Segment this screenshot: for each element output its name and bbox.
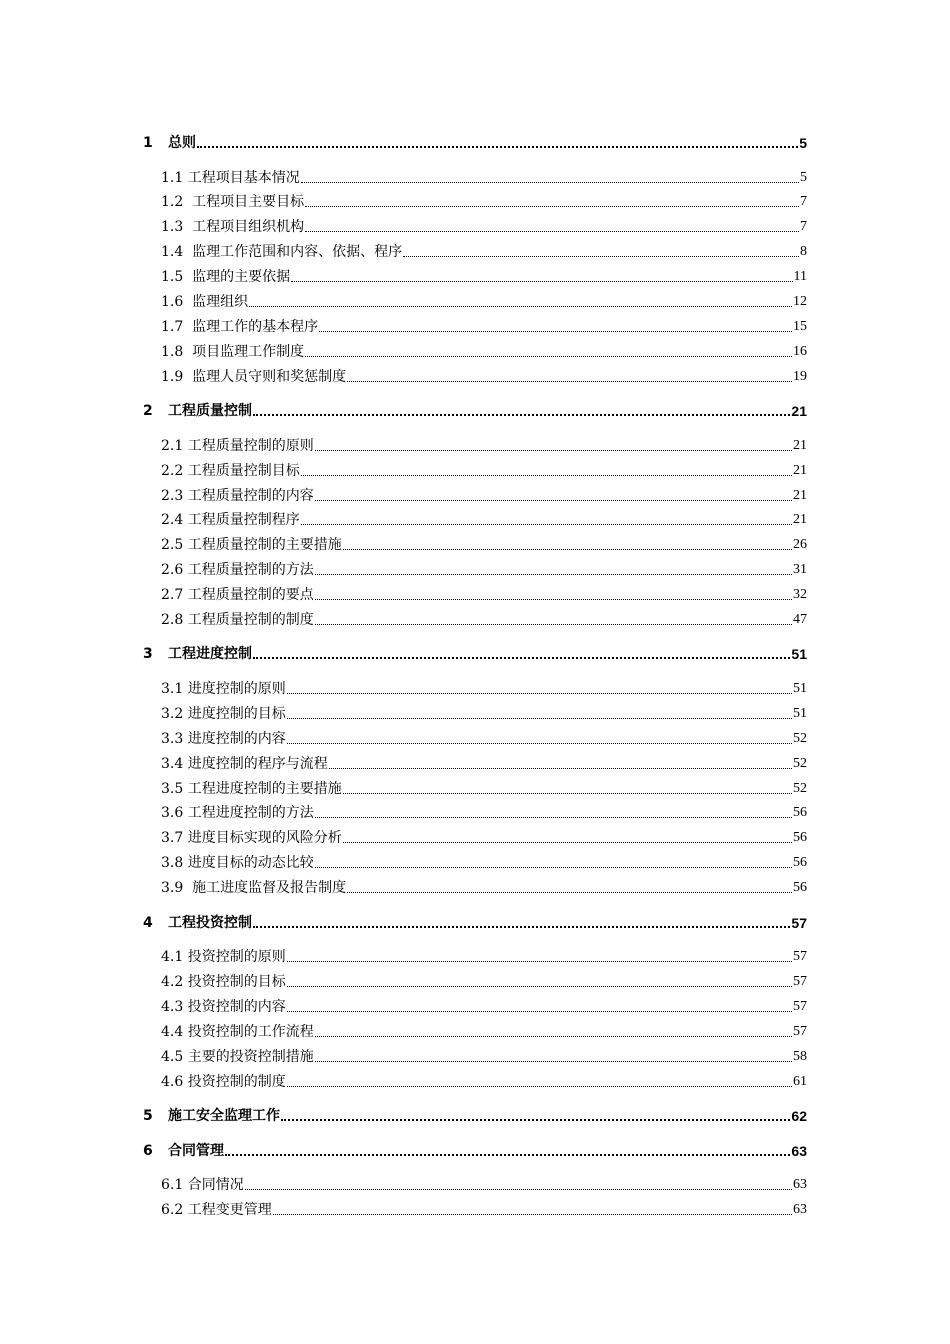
toc-page-number: 63 bbox=[793, 1177, 807, 1192]
toc-dot-leader bbox=[253, 656, 790, 659]
toc-dot-leader bbox=[291, 280, 792, 282]
toc-entry-title: 总则 bbox=[168, 135, 196, 151]
toc-entry-title: 监理工作的基本程序 bbox=[192, 319, 319, 335]
toc-section-entry[interactable] bbox=[143, 431, 807, 455]
toc-entry-number: 6.1 bbox=[161, 1177, 188, 1193]
toc-page-number: 51 bbox=[791, 646, 807, 662]
toc-page-number: 51 bbox=[793, 681, 807, 696]
toc-section-entry[interactable] bbox=[143, 774, 807, 798]
toc-section-entry[interactable] bbox=[143, 530, 807, 554]
toc-entry-number: 2.8 bbox=[161, 612, 188, 628]
toc-entry-number: 1.8 bbox=[161, 344, 193, 360]
toc-dot-leader bbox=[315, 598, 792, 600]
toc-section-entry[interactable] bbox=[143, 212, 807, 236]
toc-dot-leader bbox=[347, 891, 792, 893]
toc-dot-leader bbox=[287, 1085, 792, 1087]
toc-entry-title: 工程质量控制目标 bbox=[187, 463, 300, 479]
toc-entry-title: 监理工作范围和内容、依据、程序 bbox=[192, 244, 403, 260]
toc-entry-number: 4.3 bbox=[161, 999, 188, 1015]
toc-entry-title: 工程质量控制的主要措施 bbox=[187, 537, 342, 553]
toc-page-number: 15 bbox=[793, 319, 807, 334]
toc-entry-number: 1.9 bbox=[161, 369, 193, 385]
toc-entry-title: 工程质量控制的要点 bbox=[187, 587, 314, 603]
toc-section-entry[interactable] bbox=[143, 1195, 807, 1219]
toc-dot-leader bbox=[287, 692, 792, 694]
toc-entry-title: 工程变更管理 bbox=[187, 1202, 272, 1218]
toc-section-entry[interactable] bbox=[143, 1170, 807, 1194]
toc-entry-number: 4.4 bbox=[161, 1024, 188, 1040]
toc-section-entry[interactable] bbox=[143, 848, 807, 872]
toc-page-number: 57 bbox=[793, 949, 807, 964]
toc-entry-title: 工程质量控制程序 bbox=[187, 512, 300, 528]
toc-dot-leader bbox=[287, 742, 792, 744]
toc-dot-leader bbox=[301, 523, 792, 525]
toc-entry-number: 3.9 bbox=[161, 880, 193, 896]
toc-dot-leader bbox=[253, 925, 790, 928]
toc-entry-number: 6.2 bbox=[161, 1202, 188, 1218]
toc-entry-title: 工程质量控制的制度 bbox=[187, 612, 314, 628]
toc-entry-number: 4.1 bbox=[161, 949, 188, 965]
toc-entry-title: 监理人员守则和奖惩制度 bbox=[192, 369, 347, 385]
toc-section-entry[interactable] bbox=[143, 674, 807, 698]
toc-dot-leader bbox=[315, 1060, 792, 1062]
toc-section-entry[interactable] bbox=[143, 163, 807, 187]
toc-page-number: 52 bbox=[793, 756, 807, 771]
toc-entry-number: 2.2 bbox=[161, 463, 188, 479]
toc-section-entry[interactable] bbox=[143, 312, 807, 336]
toc-section-entry[interactable] bbox=[143, 699, 807, 723]
toc-entry-number: 1.7 bbox=[161, 319, 193, 335]
toc-dot-leader bbox=[249, 305, 792, 307]
toc-entry-number: 2.6 bbox=[161, 562, 188, 578]
toc-entry-title: 主要的投资控制措施 bbox=[187, 1049, 314, 1065]
toc-dot-leader bbox=[305, 355, 792, 357]
toc-section-entry[interactable] bbox=[143, 481, 807, 505]
toc-entry-title: 工程质量控制的原则 bbox=[187, 438, 314, 454]
toc-entry-title: 工程项目基本情况 bbox=[187, 170, 300, 186]
toc-entry-title: 投资控制的制度 bbox=[187, 1074, 286, 1090]
toc-page-number: 7 bbox=[800, 194, 807, 209]
toc-dot-leader bbox=[315, 623, 792, 625]
toc-entry-title: 工程质量控制的方法 bbox=[187, 562, 314, 578]
toc-entry-title: 工程质量控制 bbox=[168, 403, 252, 419]
toc-chapter-entry[interactable] bbox=[143, 1101, 807, 1125]
toc-entry-number: 3.1 bbox=[161, 681, 188, 697]
toc-dot-leader bbox=[343, 548, 792, 550]
toc-page-number: 52 bbox=[793, 781, 807, 796]
toc-entry-title: 进度控制的原则 bbox=[187, 681, 286, 697]
toc-entry-title: 工程进度控制的主要措施 bbox=[187, 781, 342, 797]
toc-page-number: 11 bbox=[793, 269, 807, 284]
toc-dot-leader bbox=[287, 985, 792, 987]
toc-entry-number: 3 bbox=[143, 646, 153, 662]
toc-entry-title: 施工安全监理工作 bbox=[168, 1108, 280, 1124]
toc-section-entry[interactable] bbox=[143, 456, 807, 480]
toc-chapter-entry[interactable] bbox=[143, 908, 807, 932]
toc-dot-leader bbox=[343, 792, 792, 794]
toc-entry-number: 2.1 bbox=[161, 438, 188, 454]
toc-section-entry[interactable] bbox=[143, 580, 807, 604]
toc-entry-number: 2 bbox=[143, 403, 153, 419]
toc-section-entry[interactable] bbox=[143, 798, 807, 822]
toc-section-entry[interactable] bbox=[143, 287, 807, 311]
toc-section-entry[interactable] bbox=[143, 362, 807, 386]
toc-entry-title: 工程项目主要目标 bbox=[192, 194, 305, 210]
toc-entry-number: 1.6 bbox=[161, 294, 193, 310]
toc-entry-number: 3.6 bbox=[161, 805, 188, 821]
toc-entry-number: 3.4 bbox=[161, 756, 188, 772]
toc-entry-title: 工程进度控制的方法 bbox=[187, 805, 314, 821]
toc-entry-title: 投资控制的原则 bbox=[187, 949, 286, 965]
toc-section-entry[interactable] bbox=[143, 555, 807, 579]
toc-dot-leader bbox=[253, 413, 790, 416]
toc-section-entry[interactable] bbox=[143, 724, 807, 748]
toc-entry-title: 施工进度监督及报告制度 bbox=[192, 880, 347, 896]
toc-entry-title: 合同情况 bbox=[187, 1177, 244, 1193]
toc-page-number: 31 bbox=[793, 562, 807, 577]
toc-entry-number: 1.4 bbox=[161, 244, 193, 260]
toc-entry-title: 进度目标实现的风险分析 bbox=[187, 830, 342, 846]
toc-dot-leader bbox=[301, 474, 792, 476]
toc-entry-number: 5 bbox=[143, 1108, 153, 1124]
toc-chapter-entry[interactable] bbox=[143, 1136, 807, 1160]
toc-section-entry[interactable] bbox=[143, 823, 807, 847]
toc-page-number: 21 bbox=[793, 512, 807, 527]
toc-section-entry[interactable] bbox=[143, 967, 807, 991]
toc-page-number: 57 bbox=[793, 1024, 807, 1039]
toc-entry-number: 2.7 bbox=[161, 587, 188, 603]
toc-entry-title: 进度控制的内容 bbox=[187, 731, 286, 747]
toc-page-number: 21 bbox=[791, 403, 807, 419]
toc-page-number: 51 bbox=[793, 706, 807, 721]
toc-entry-title: 进度控制的程序与流程 bbox=[187, 756, 328, 772]
toc-page-number: 61 bbox=[793, 1074, 807, 1089]
toc-dot-leader bbox=[225, 1153, 790, 1156]
toc-dot-leader bbox=[315, 499, 792, 501]
toc-page-number: 47 bbox=[793, 612, 807, 627]
toc-entry-number: 1.5 bbox=[161, 269, 193, 285]
toc-section-entry[interactable] bbox=[143, 1017, 807, 1041]
toc-entry-title: 投资控制的内容 bbox=[187, 999, 286, 1015]
toc-entry-number: 4 bbox=[143, 915, 153, 931]
toc-section-entry[interactable] bbox=[143, 505, 807, 529]
toc-entry-title: 合同管理 bbox=[168, 1143, 224, 1159]
toc-page-number: 5 bbox=[799, 135, 807, 151]
toc-entry-number: 1.3 bbox=[161, 219, 193, 235]
toc-dot-leader bbox=[329, 767, 792, 769]
toc-entry-number: 3.5 bbox=[161, 781, 188, 797]
toc-entry-number: 1 bbox=[143, 135, 153, 151]
toc-entry-number: 1.1 bbox=[161, 170, 188, 186]
toc-dot-leader bbox=[305, 205, 799, 207]
toc-entry-title: 投资控制的目标 bbox=[187, 974, 286, 990]
toc-dot-leader bbox=[273, 1213, 792, 1215]
toc-dot-leader bbox=[287, 1010, 792, 1012]
toc-entry-number: 4.5 bbox=[161, 1049, 188, 1065]
toc-entry-title: 进度目标的动态比较 bbox=[187, 855, 314, 871]
toc-page-number: 57 bbox=[793, 974, 807, 989]
toc-entry-number: 1.2 bbox=[161, 194, 193, 210]
toc-page-number: 12 bbox=[793, 294, 807, 309]
toc-page-number: 57 bbox=[793, 999, 807, 1014]
toc-dot-leader bbox=[281, 1118, 790, 1121]
toc-entry-number: 4.6 bbox=[161, 1074, 188, 1090]
toc-section-entry[interactable] bbox=[143, 873, 807, 897]
toc-section-entry[interactable] bbox=[143, 237, 807, 261]
toc-page-number: 21 bbox=[793, 438, 807, 453]
toc-page-number: 57 bbox=[791, 915, 807, 931]
toc-page-number: 8 bbox=[800, 244, 807, 259]
toc-dot-leader bbox=[315, 449, 792, 451]
toc-section-entry[interactable] bbox=[143, 1042, 807, 1066]
toc-entry-number: 3.7 bbox=[161, 830, 188, 846]
toc-section-entry[interactable] bbox=[143, 749, 807, 773]
toc-page-number: 56 bbox=[793, 805, 807, 820]
toc-page-number: 21 bbox=[793, 488, 807, 503]
toc-dot-leader bbox=[287, 960, 792, 962]
toc-entry-title: 工程投资控制 bbox=[168, 915, 252, 931]
toc-entry-title: 工程项目组织机构 bbox=[192, 219, 305, 235]
toc-dot-leader bbox=[315, 573, 792, 575]
toc-chapter-entry[interactable] bbox=[143, 396, 807, 420]
toc-entry-number: 2.3 bbox=[161, 488, 188, 504]
toc-entry-number: 2.5 bbox=[161, 537, 188, 553]
toc-page-number: 56 bbox=[793, 830, 807, 845]
toc-dot-leader bbox=[197, 145, 798, 148]
toc-dot-leader bbox=[315, 1035, 792, 1037]
toc-entry-number: 6 bbox=[143, 1143, 153, 1159]
toc-section-entry[interactable] bbox=[143, 1067, 807, 1091]
toc-entry-title: 监理的主要依据 bbox=[192, 269, 291, 285]
toc-dot-leader bbox=[315, 866, 792, 868]
toc-entry-number: 2.4 bbox=[161, 512, 188, 528]
toc-dot-leader bbox=[305, 230, 799, 232]
toc-page-number: 32 bbox=[793, 587, 807, 602]
toc-page-number: 63 bbox=[793, 1202, 807, 1217]
toc-entry-number: 4.2 bbox=[161, 974, 188, 990]
toc-dot-leader bbox=[347, 380, 792, 382]
toc-dot-leader bbox=[301, 181, 799, 183]
toc-section-entry[interactable] bbox=[143, 942, 807, 966]
toc-dot-leader bbox=[315, 816, 792, 818]
toc-entry-number: 3.2 bbox=[161, 706, 188, 722]
toc-page-number: 16 bbox=[793, 344, 807, 359]
toc-section-entry[interactable] bbox=[143, 992, 807, 1016]
toc-page-number: 56 bbox=[793, 880, 807, 895]
toc-entry-title: 进度控制的目标 bbox=[187, 706, 286, 722]
toc-page-number: 52 bbox=[793, 731, 807, 746]
toc-entry-title: 项目监理工作制度 bbox=[192, 344, 305, 360]
toc-section-entry[interactable] bbox=[143, 262, 807, 286]
toc-page-number: 62 bbox=[791, 1108, 807, 1124]
toc-entry-number: 3.3 bbox=[161, 731, 188, 747]
toc-page-number: 56 bbox=[793, 855, 807, 870]
toc-dot-leader bbox=[287, 717, 792, 719]
toc-entry-title: 投资控制的工作流程 bbox=[187, 1024, 314, 1040]
toc-entry-title: 工程进度控制 bbox=[168, 646, 252, 662]
toc-entry-title: 监理组织 bbox=[192, 294, 249, 310]
toc-entry-number: 3.8 bbox=[161, 855, 188, 871]
toc-page-number: 7 bbox=[800, 219, 807, 234]
toc-chapter-entry[interactable] bbox=[143, 639, 807, 663]
toc-dot-leader bbox=[245, 1188, 792, 1190]
toc-dot-leader bbox=[343, 841, 792, 843]
toc-page-number: 5 bbox=[800, 170, 807, 185]
toc-page-number: 63 bbox=[791, 1143, 807, 1159]
toc-page-number: 21 bbox=[793, 463, 807, 478]
toc-chapter-entry[interactable] bbox=[143, 128, 807, 152]
toc-page-number: 58 bbox=[793, 1049, 807, 1064]
toc-page-number: 26 bbox=[793, 537, 807, 552]
toc-section-entry[interactable] bbox=[143, 605, 807, 629]
toc-dot-leader bbox=[403, 255, 799, 257]
toc-dot-leader bbox=[319, 330, 792, 332]
toc-section-entry[interactable] bbox=[143, 187, 807, 211]
toc-entry-title: 工程质量控制的内容 bbox=[187, 488, 314, 504]
toc-page-number: 19 bbox=[793, 369, 807, 384]
toc-section-entry[interactable] bbox=[143, 337, 807, 361]
